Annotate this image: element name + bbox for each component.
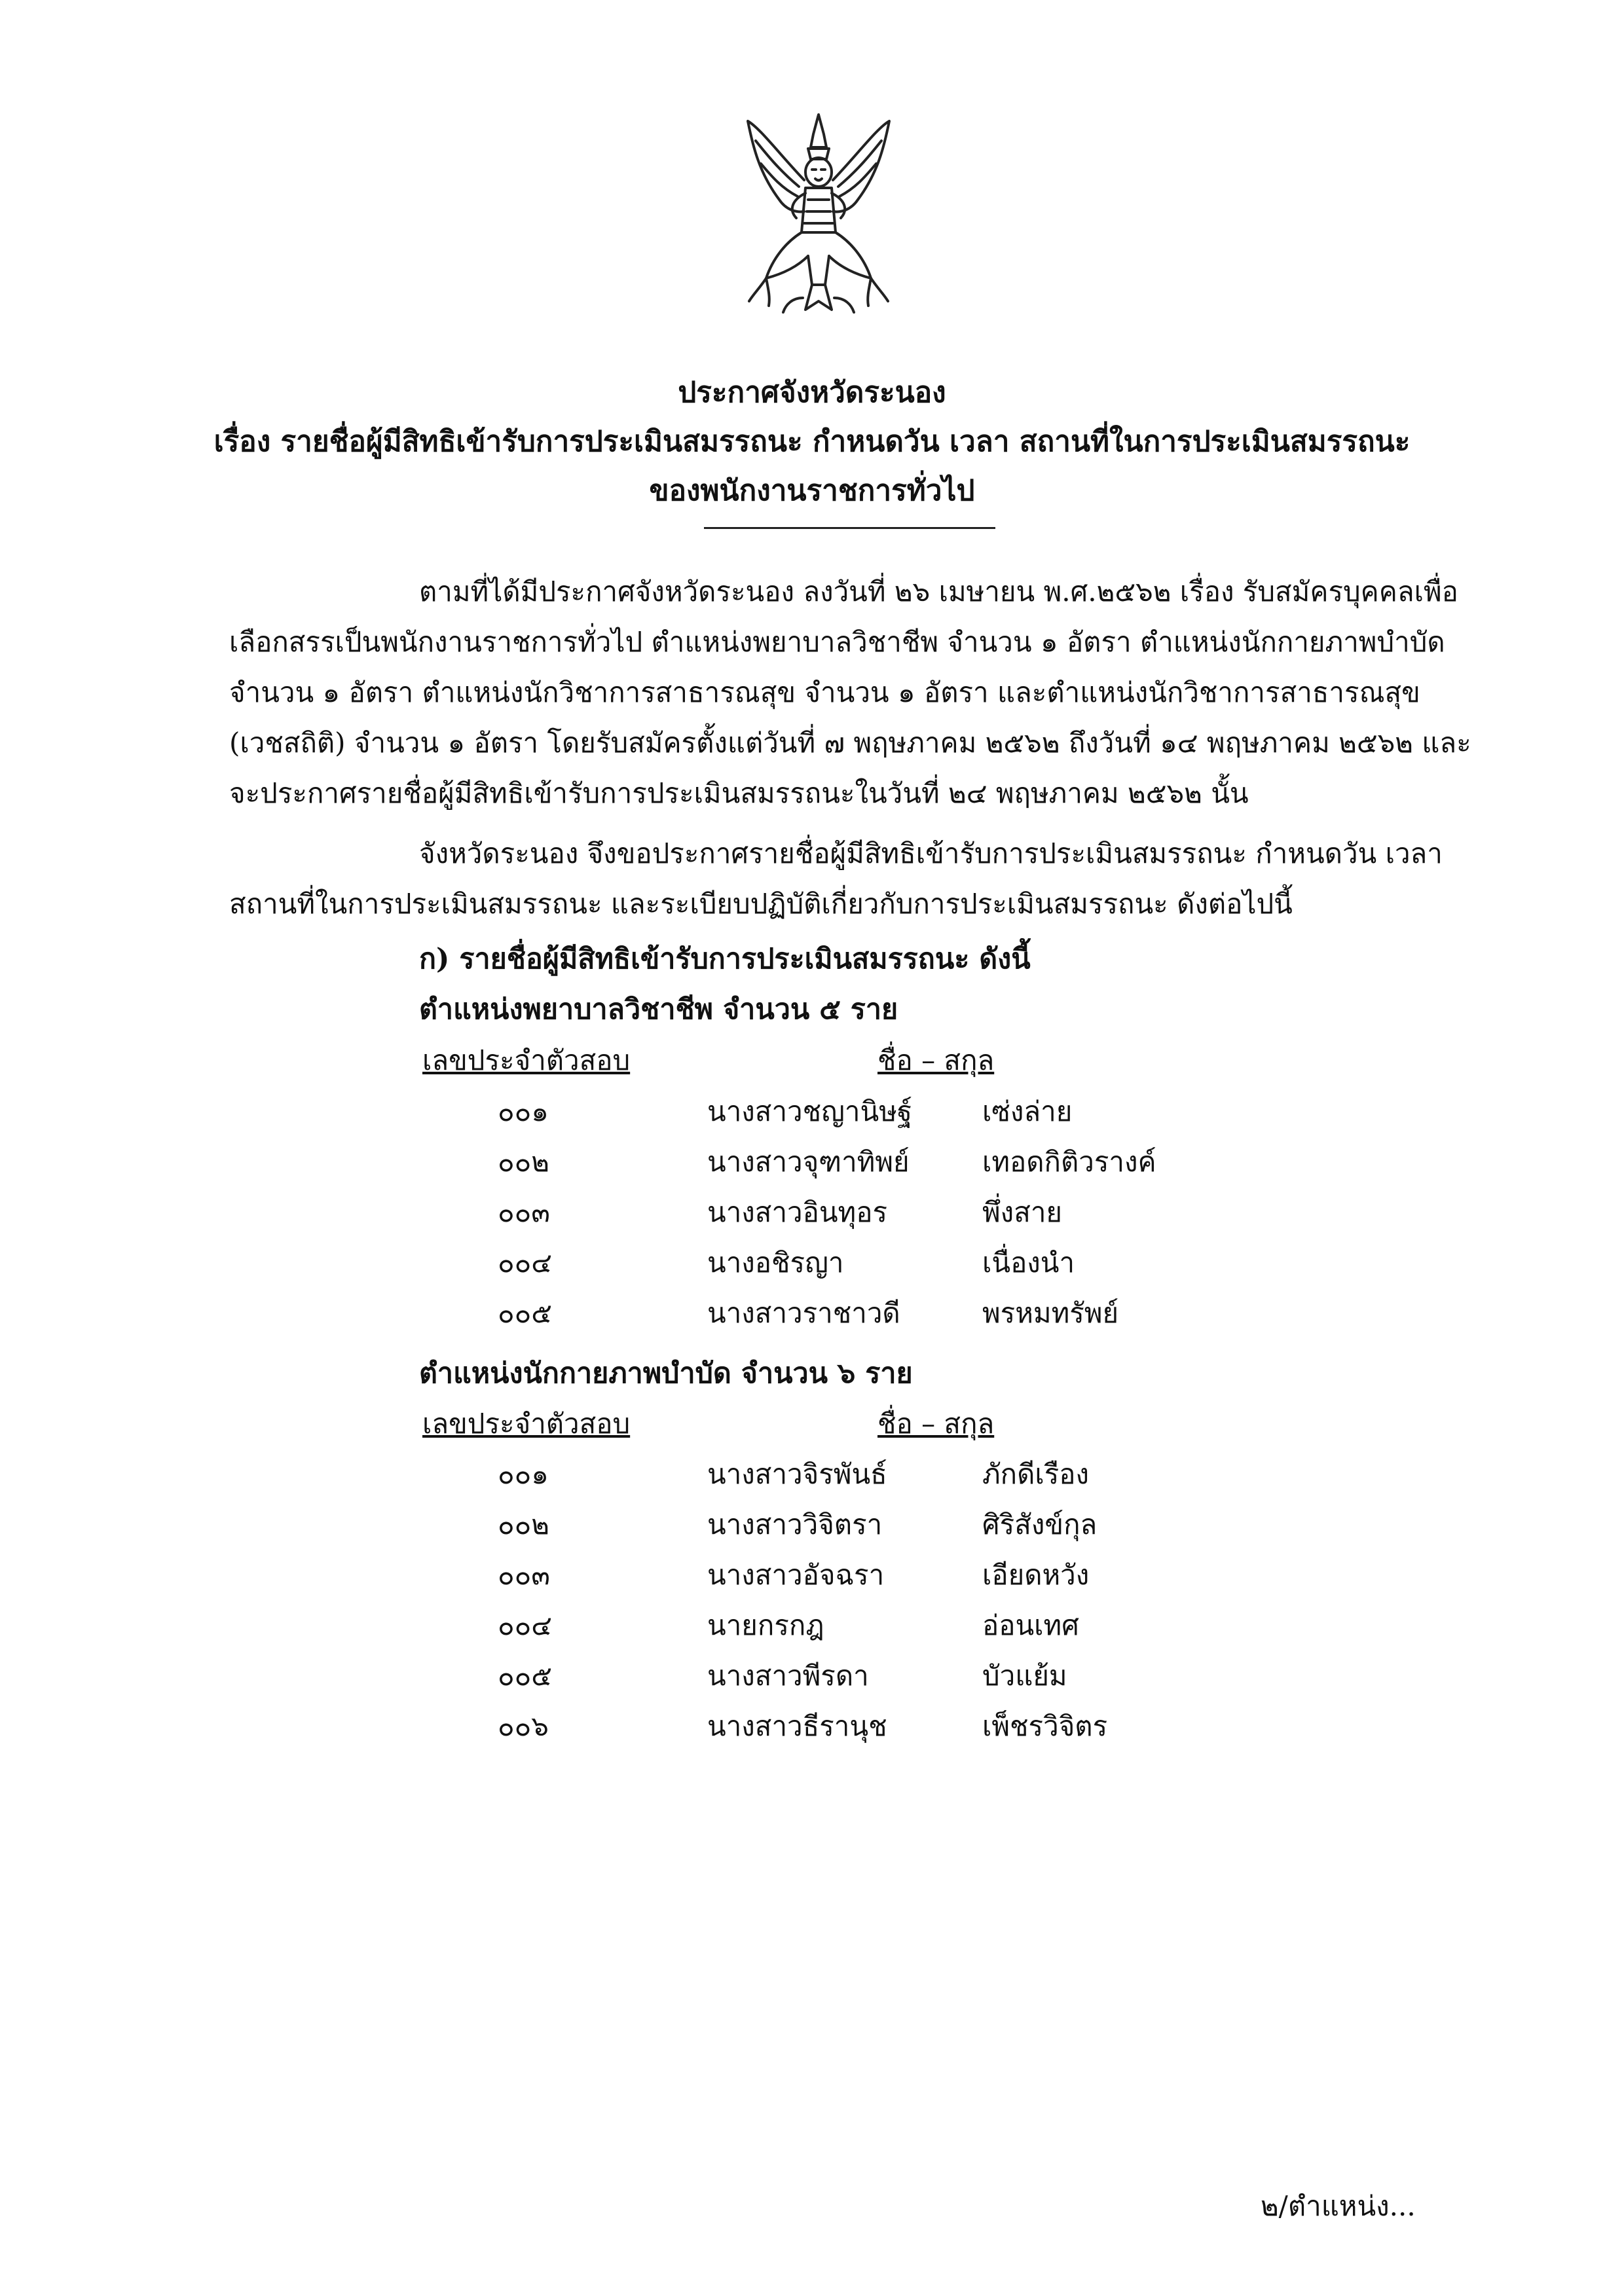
candidate-last-name: เอียดหวัง <box>982 1559 1090 1591</box>
candidate-last-name: ภักดีเรือง <box>982 1458 1090 1490</box>
candidate-id: ๐๐๕ <box>498 1297 553 1329</box>
candidate-id: ๐๐๔ <box>498 1609 553 1641</box>
candidate-first-name: นางสาวพีรดา <box>707 1660 869 1692</box>
candidate-id: ๐๐๔ <box>498 1247 553 1279</box>
candidate-first-name: นางสาวชญานิษฐ์ <box>707 1095 913 1127</box>
paragraph-2-line: สถานที่ในการประเมินสมรรถนะ และระเบียบปฏิบัติเกี่ยวกับการประเมินสมรรถนะ ดังต่อไปนี้ <box>229 888 1293 920</box>
announcement-title: ประกาศจังหวัดระนอง <box>678 376 946 409</box>
paragraph-1 <box>229 566 1471 818</box>
header-divider <box>704 527 995 529</box>
candidate-id: ๐๐๒ <box>498 1146 549 1178</box>
table-row <box>0 1656 1624 1707</box>
table-row <box>0 1294 1624 1344</box>
table-row <box>0 1505 1624 1556</box>
candidate-last-name: พึ่งสาย <box>982 1196 1063 1228</box>
candidate-last-name: เทอดกิติวรางค์ <box>982 1146 1156 1178</box>
paragraph-1-line: เลือกสรรเป็นพนักงานราชการทั่วไป ตำแหน่งพยาบาลวิชาชีพ จำนวน ๑ อัตรา ตำแหน่งนักกายภาพบำบัด <box>229 626 1445 658</box>
column-header-id: เลขประจำตัวสอบ <box>422 1044 631 1076</box>
paragraph-2-line: จังหวัดระนอง จึงขอประกาศรายชื่อผู้มีสิทธิเข้ารับการประเมินสมรรถนะ กำหนดวัน เวลา <box>419 837 1443 869</box>
candidate-last-name: อ่อนเทศ <box>982 1609 1079 1641</box>
paragraph-1-line: จะประกาศรายชื่อผู้มีสิทธิเข้ารับการประเมินสมรรถนะในวันที่ ๒๔ พฤษภาคม ๒๕๖๒ นั้น <box>229 777 1249 809</box>
candidate-first-name: นางสาวราชาวดี <box>707 1297 900 1329</box>
candidate-last-name: เนื่องนำ <box>982 1247 1075 1279</box>
candidate-first-name: นางอชิรญา <box>707 1247 844 1279</box>
paragraph-1-line: จำนวน ๑ อัตรา ตำแหน่งนักวิชาการสาธารณสุข จำนวน ๑ อัตรา และตำแหน่งนักวิชาการสาธารณสุข <box>229 676 1420 708</box>
candidate-last-name: พรหมทรัพย์ <box>982 1297 1119 1329</box>
candidate-first-name: นายกรกฎ <box>707 1609 824 1641</box>
table-row <box>0 1606 1624 1656</box>
candidate-last-name: บัวแย้ม <box>982 1660 1067 1692</box>
garuda-emblem-icon <box>740 101 897 324</box>
table-row <box>0 1142 1624 1193</box>
table-row <box>0 1243 1624 1294</box>
position-heading: ตำแหน่งพยาบาลวิชาชีพ จำนวน ๕ ราย <box>419 993 898 1026</box>
column-header-name: ชื่อ – สกุล <box>877 1408 995 1440</box>
table-row <box>0 1707 1624 1757</box>
page-continuation: ๒/ตำแหน่ง... <box>1261 2190 1416 2222</box>
candidate-last-name: เซ่งล่าย <box>982 1095 1073 1127</box>
candidate-first-name: นางสาวจิรพันธ์ <box>707 1458 887 1490</box>
candidate-last-name: ศิริสังข์กุล <box>982 1508 1098 1540</box>
candidate-id: ๐๐๖ <box>498 1710 549 1742</box>
subject-line-2: ของพนักงานราชการทั่วไป <box>649 474 975 507</box>
candidate-id: ๐๐๑ <box>498 1095 549 1127</box>
section-a-heading: ก) รายชื่อผู้มีสิทธิเข้ารับการประเมินสมรรถนะ ดังนี้ <box>419 943 1031 975</box>
candidate-first-name: นางสาวจุฑาทิพย์ <box>707 1146 910 1178</box>
paragraph-1-line: ตามที่ได้มีประกาศจังหวัดระนอง ลงวันที่ ๒๖ เมษายน พ.ศ.๒๕๖๒ เรื่อง รับสมัครบุคคลเพื่อ <box>419 575 1458 608</box>
candidate-first-name: นางสาวอินทุอร <box>707 1196 888 1228</box>
table-row <box>0 1455 1624 1505</box>
candidate-id: ๐๐๓ <box>498 1196 550 1228</box>
subject-line-1: เรื่อง รายชื่อผู้มีสิทธิเข้ารับการประเมินสมรรถนะ กำหนดวัน เวลา สถานที่ในการประเมินสมรรถนะ <box>213 425 1411 458</box>
candidate-id: ๐๐๓ <box>498 1559 550 1591</box>
paragraph-2 <box>229 828 1467 929</box>
candidate-first-name: นางสาววิจิตรา <box>707 1508 883 1540</box>
candidate-id: ๐๐๕ <box>498 1660 553 1692</box>
table-row <box>0 1556 1624 1606</box>
candidate-id: ๐๐๒ <box>498 1508 549 1540</box>
paragraph-1-line: (เวชสถิติ) จำนวน ๑ อัตรา โดยรับสมัครตั้งแต่วันที่ ๗ พฤษภาคม ๒๕๖๒ ถึงวันที่ ๑๔ พฤษภาคม ๒๕๖๒ และ <box>229 727 1471 759</box>
table-row <box>0 1193 1624 1243</box>
candidate-last-name: เพ็ชรวิจิตร <box>982 1710 1108 1742</box>
candidate-id: ๐๐๑ <box>498 1458 549 1490</box>
candidate-first-name: นางสาวธีรานุช <box>707 1710 887 1742</box>
table-row <box>0 1092 1624 1142</box>
column-header-name: ชื่อ – สกุล <box>877 1044 995 1076</box>
position-heading: ตำแหน่งนักกายภาพบำบัด จำนวน ๖ ราย <box>419 1357 913 1390</box>
candidate-first-name: นางสาวอัจฉรา <box>707 1559 885 1591</box>
column-header-id: เลขประจำตัวสอบ <box>422 1408 631 1440</box>
